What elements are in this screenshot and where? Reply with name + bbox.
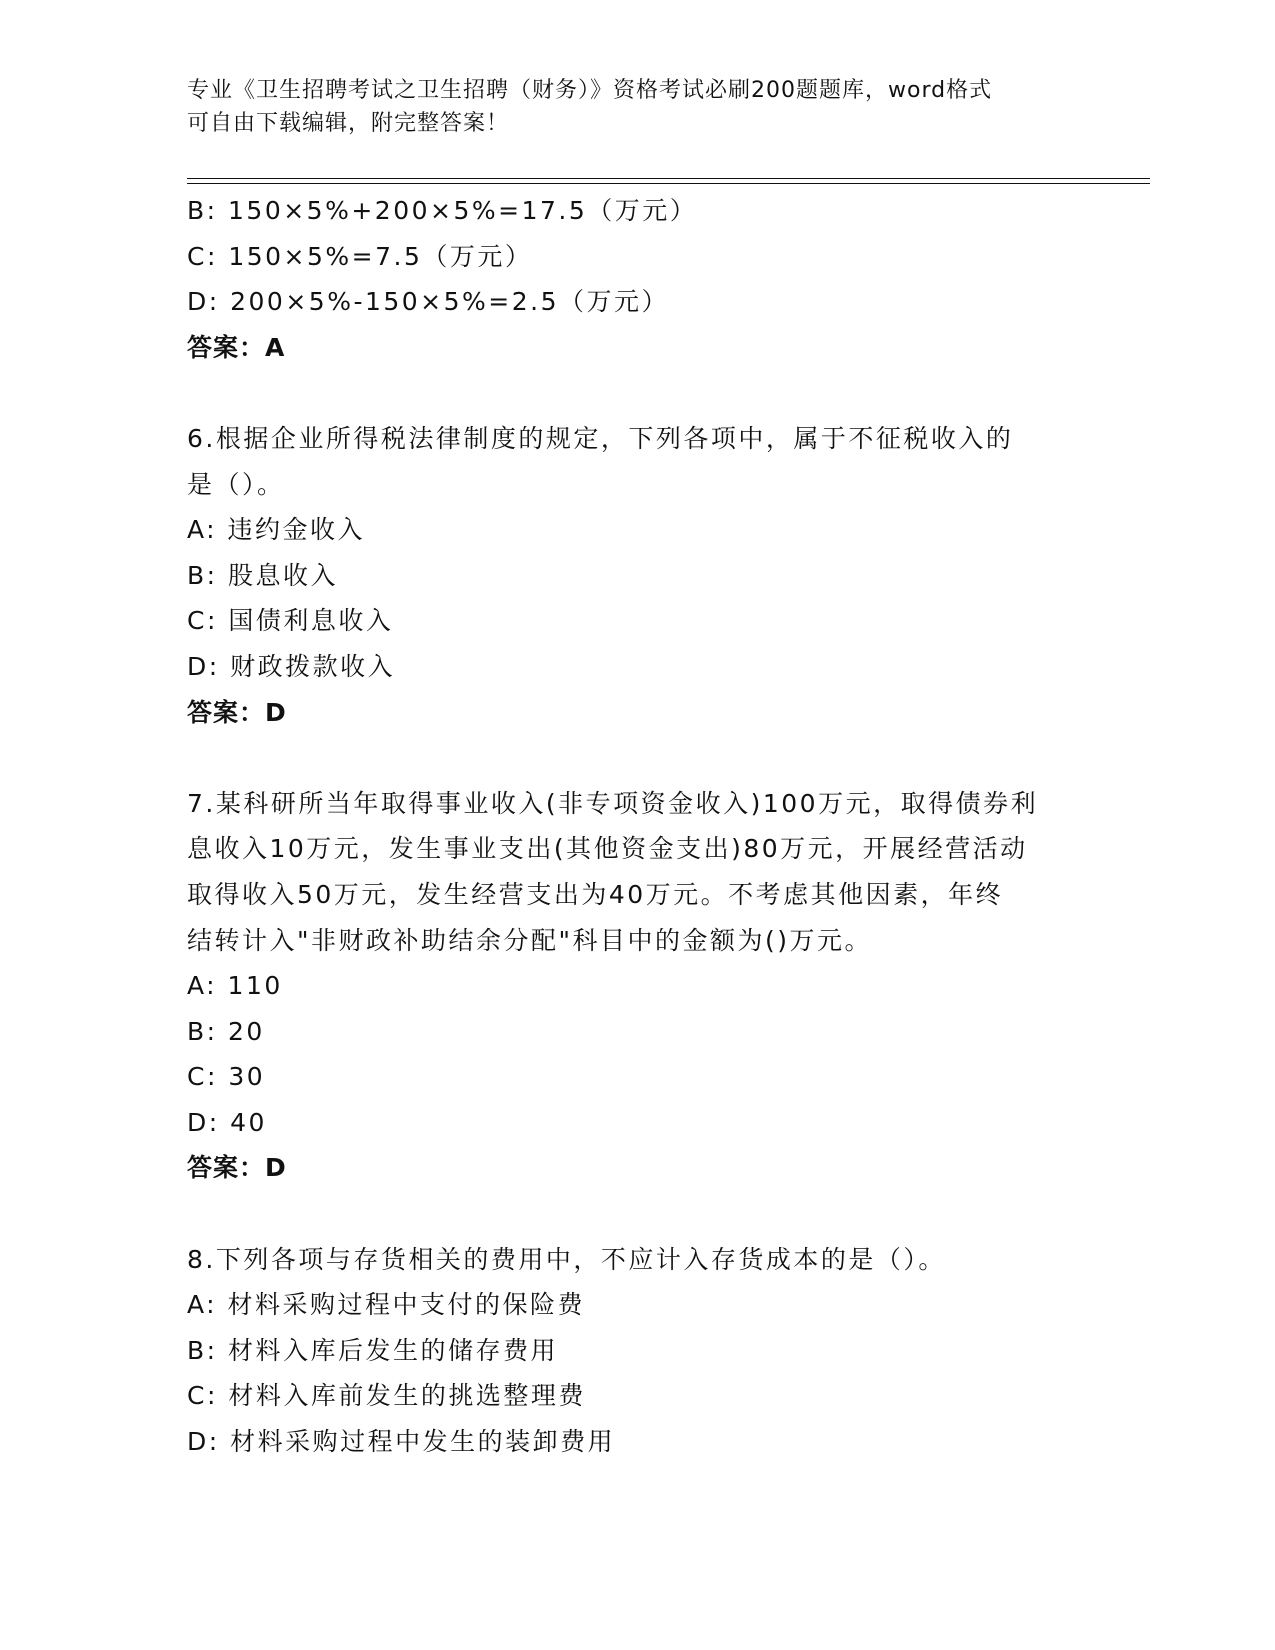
question-stem-line: 6.根据企业所得税法律制度的规定，下列各项中，属于不征税收入的 xyxy=(187,423,1014,453)
question-stem-line: 取得收入50万元，发生经营支出为40万元。不考虑其他因素，年终 xyxy=(187,879,1004,909)
question-8 xyxy=(187,1237,1087,1465)
option-c: C: 国债利息收入 xyxy=(187,606,394,636)
question-stem-line: 息收入10万元，发生事业支出(其他资金支出)80万元，开展经营活动 xyxy=(187,834,1028,864)
option-d: D: 财政拨款收入 xyxy=(187,651,396,681)
spacer xyxy=(187,370,1087,416)
option-b: B: 股息收入 xyxy=(187,560,339,590)
answer-line: 答案：D xyxy=(187,1153,287,1183)
option-a: A: 违约金收入 xyxy=(187,515,366,545)
header-title-line-2: 可自由下载编辑，附完整答案！ xyxy=(187,111,510,136)
question-stem-line: 7.某科研所当年取得事业收入(非专项资金收入)100万元，取得债券利 xyxy=(187,788,1039,818)
question-6 xyxy=(187,416,1087,735)
spacer xyxy=(187,1191,1087,1237)
option-d: D: 材料采购过程中发生的装卸费用 xyxy=(187,1427,616,1457)
header-divider-bottom xyxy=(187,183,1150,184)
answer-line: 答案：A xyxy=(187,332,286,362)
option-c: C: 30 xyxy=(187,1062,266,1092)
question-7 xyxy=(187,781,1087,1191)
option-d: D: 40 xyxy=(187,1107,267,1137)
option-a: A: 110 xyxy=(187,971,283,1001)
header-divider-top xyxy=(187,178,1150,179)
option-c: C: 150×5%=7.5（万元） xyxy=(187,241,533,271)
option-d: D: 200×5%-150×5%=2.5（万元） xyxy=(187,287,669,317)
option-b: B: 20 xyxy=(187,1016,265,1046)
answer-line: 答案：D xyxy=(187,697,287,727)
question-stem-line: 8.下列各项与存货相关的费用中，不应计入存货成本的是（）。 xyxy=(187,1244,946,1274)
document-header xyxy=(187,74,1087,140)
option-a: A: 材料采购过程中支付的保险费 xyxy=(187,1290,586,1320)
option-b: B: 材料入库后发生的储存费用 xyxy=(187,1335,559,1365)
header-title-line-1: 专业《卫生招聘考试之卫生招聘（财务）》资格考试必刷200题题库，word格式 xyxy=(187,78,993,103)
document-body xyxy=(187,188,1087,1465)
option-c: C: 材料入库前发生的挑选整理费 xyxy=(187,1381,586,1411)
question-5-continued xyxy=(187,188,1087,370)
question-stem-line: 结转计入"非财政补助结余分配"科目中的金额为()万元。 xyxy=(187,925,873,955)
option-b: B: 150×5%+200×5%=17.5（万元） xyxy=(187,196,698,225)
spacer xyxy=(187,735,1087,781)
question-stem-line: 是（）。 xyxy=(187,469,285,499)
